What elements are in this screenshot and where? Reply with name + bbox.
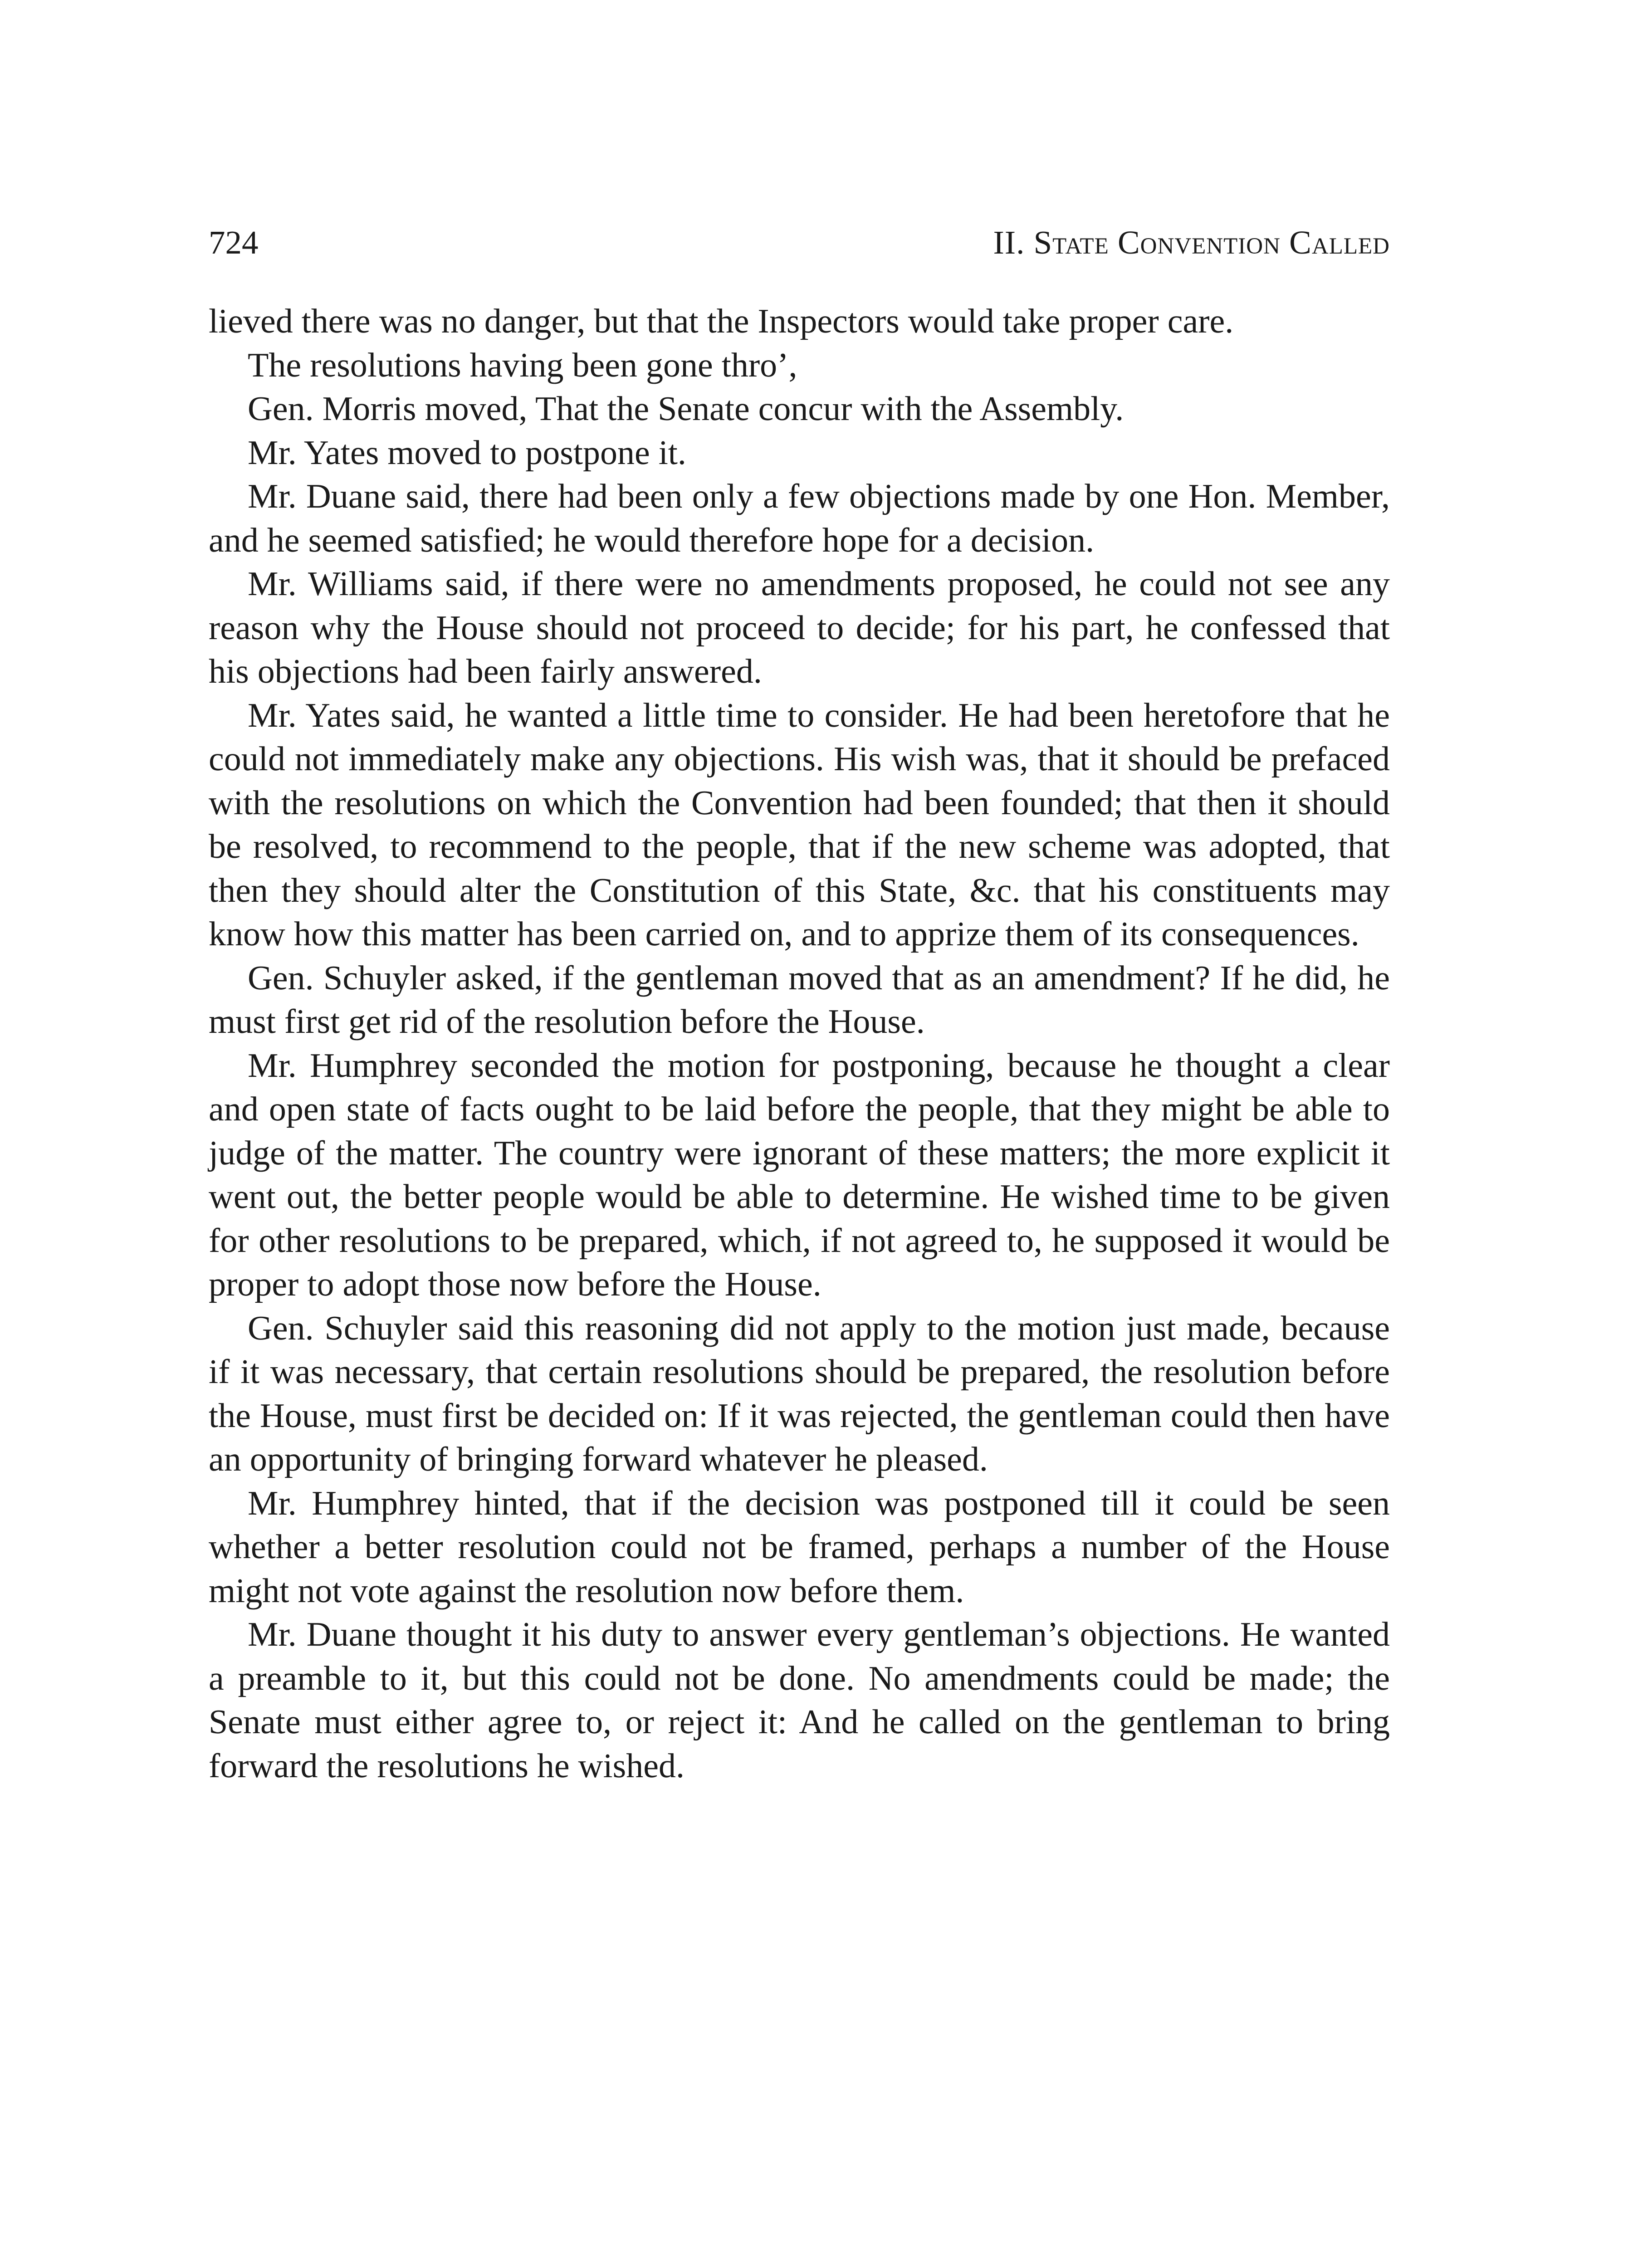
paragraph: Mr. Duane thought it his duty to answer every gentleman’s objections. He wanted a preamble to it, but this could not be done. No amendments could be made; the Senate must either agree to, or reject it: And he called on the gentleman to bring forward the resolutions he wished. xyxy=(209,1615,1390,1785)
paragraph: Mr. Duane said, there had been only a few objections made by one Hon. Member, and he seemed satisfied; he would therefore hope for a decision. xyxy=(209,477,1390,559)
paragraph: The resolutions having been gone thro’, xyxy=(248,346,797,384)
body-text xyxy=(209,299,1390,1788)
paragraph: Mr. Yates said, he wanted a little time to consider. He had been heretofore that he could not immediately make any objections. His wish was, that it should be prefaced with the resolutions on which the Convention had been founded; that then it should be resolved, to recommend to the people, that if the new scheme was adopted, that then they should alter the Constitution of this State, &c. that his constituents may know how this matter has been carried on, and to apprize them of its consequences. xyxy=(209,696,1390,953)
paragraph-continued: lieved there was no danger, but that the Inspectors would take proper care. xyxy=(209,302,1234,340)
paragraph: Gen. Schuyler said this reasoning did not apply to the motion just made, because if it was necessary, that certain resolutions should be prepared, the resolution before the House, must first be decided on: If it was rejected, the gentleman could then have an opportunity of bringing forward whatever he pleased. xyxy=(209,1309,1390,1478)
paragraph: Mr. Yates moved to postpone it. xyxy=(248,433,686,472)
running-head xyxy=(209,218,1390,268)
page-number: 724 xyxy=(209,224,259,261)
paragraph: Mr. Humphrey hinted, that if the decision was postponed till it could be seen whether a better resolution could not be framed, perhaps a number of the House might not vote against the resolution now before them. xyxy=(209,1484,1390,1610)
paragraph: Gen. Morris moved, That the Senate concur with the Assembly. xyxy=(248,390,1124,428)
paragraph: Gen. Schuyler asked, if the gentleman moved that as an amendment? If he did, he must first get rid of the resolution before the House. xyxy=(209,958,1390,1041)
paragraph: Mr. Humphrey seconded the motion for postponing, because he thought a clear and open state of facts ought to be laid before the people, that they might be able to judge of the matter. The country were ignorant of these matters; the more explicit it went out, the better people would be able to determine. He wished time to be given for other resolutions to be prepared, which, if not agreed to, he supposed it would be proper to adopt those now before the House. xyxy=(209,1046,1390,1303)
paragraph: Mr. Williams said, if there were no amendments proposed, he could not see any reason why the House should not proceed to decide; for his part, he confessed that his objections had been fairly answered. xyxy=(209,565,1390,690)
section-title: II. State Convention Called xyxy=(993,224,1390,261)
